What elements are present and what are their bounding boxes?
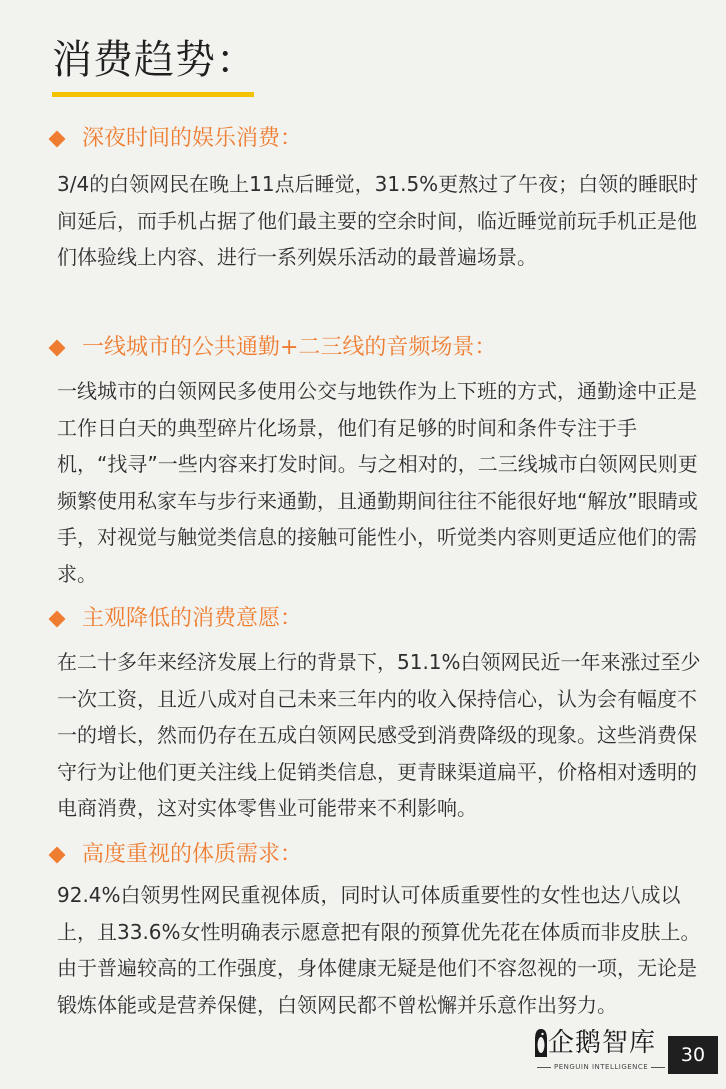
- section-heading: 一线城市的公共通勤+二三线的音频场景：: [82, 335, 497, 360]
- diamond-bullet-icon: [49, 611, 66, 628]
- section-physical-fitness-demand: [0, 840, 726, 1017]
- penguin-logo-icon: [534, 1028, 548, 1058]
- section-late-night-entertainment: [0, 124, 726, 269]
- section-body: 3/4的白领网民在晚上11点后睡觉，31.5%更熬过了午夜；白领的睡眠时间延后，而手机占据了他们最主要的空余时间，临近睡觉前玩手机正是他们体验线上内容、进行一系列娱乐活动的最普遍场景。: [57, 172, 699, 269]
- section-body: 92.4%白领男性网民重视体质，同时认可体质重要性的女性也达八成以上，且33.6%女性明确表示愿意把有限的预算优先花在体质而非皮肤上。由于普遍较高的工作强度，身体健康无疑是他们不容忽视的一项，无论是锻炼体能或是营养保健，白领网民都不曾松懈并乐意作出努力。: [57, 883, 701, 1017]
- section-body: 一线城市的白领网民多使用公交与地铁作为上下班的方式，通勤途中正是工作日白天的典型碎片化场景，他们有足够的时间和条件专注于手机，“找寻”一些内容来打发时间。与之相对的，二三线城市白领网民则更频繁使用私家车与步行来通勤，且通勤期间往往不能很好地“解放”眼睛或手，对视觉与触觉类信息的接触可能性小，听觉类内容则更适应他们的需求。: [57, 379, 698, 586]
- page-title: 消费趋势：: [52, 37, 257, 83]
- section-heading-row: [0, 124, 726, 158]
- page-number: 30: [668, 1036, 718, 1074]
- section-heading: 深夜时间的娱乐消费：: [82, 126, 303, 151]
- section-body: 在二十多年来经济发展上行的背景下，51.1%白领网民近一年来涨过至少一次工资，且近八成对自己未来三年内的收入保持信心，认为会有幅度不一的增长，然而仍存在五成白领网民感受到消费降级的现象。这些消费保守行为让他们更关注线上促销类信息，更青睐渠道扁平，价格相对透明的电商消费，这对实体零售业可能带来不利影响。: [57, 650, 701, 820]
- diamond-bullet-icon: [49, 847, 66, 864]
- logo-name: 企鹅智库: [548, 1028, 657, 1058]
- section-commute-audio-scenario: [0, 333, 726, 586]
- diamond-bullet-icon: [49, 131, 66, 148]
- diamond-bullet-icon: [49, 340, 66, 357]
- logo-tagline: PENGUIN INTELLIGENCE: [534, 1062, 660, 1072]
- section-heading: 高度重视的体质需求：: [82, 842, 303, 867]
- title-underline: [52, 92, 254, 97]
- section-lower-consumption-willingness: [0, 604, 726, 820]
- penguin-intelligence-logo: [534, 1026, 660, 1076]
- section-heading: 主观降低的消费意愿：: [82, 606, 303, 631]
- section-heading-row: [0, 333, 726, 367]
- section-heading-row: [0, 604, 726, 638]
- section-heading-row: [0, 840, 726, 874]
